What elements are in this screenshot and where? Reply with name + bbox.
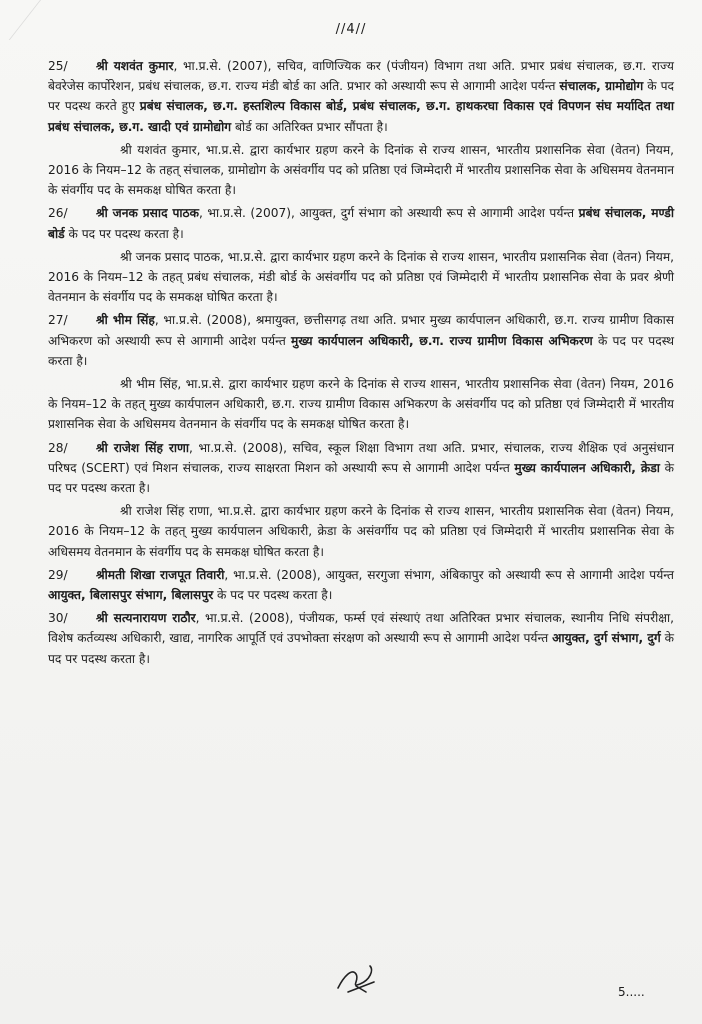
bold-text: प्रबंध संचालक, छ.ग. हस्तशिल्प विकास बोर्ड, प्रबंध संचालक, छ.ग. हाथकरघा विकास एवं विपणन संघ मर्यादित तथा प्रबंध संचालक, छ.ग. खादी एवं ग्रामोद्योग [48,99,674,134]
order-item-explanation [48,247,674,308]
body-text: बोर्ड का अतिरिक्त प्रभार सौंपता है। [231,119,388,134]
body-text: के पद पर पदस्थ करता है। [48,460,674,496]
body-text: श्री जनक प्रसाद पाठक, भा.प्र.से. द्वारा कार्यभार ग्रहण करने के दिनांक से राज्य शासन, भारतीय प्रशासनिक सेवा (वेतन) नियम, 2016 के नियम–12 के तहत् प्रबंध संचालक, मंडी बोर्ड के असंवर्गीय पद को प्रतिष्ठा एवं जिम्मेदारी में भारतीय प्रशासनिक सेवा के प्रवर श्रेणी वेतनमान के संवर्गीय पद के समकक्ष घोषित करता है। [48,249,674,305]
next-page-indicator: 5..... [618,985,645,999]
order-item-30 [48,608,674,669]
document-body [48,56,674,672]
bold-text: मुख्य कार्यपालन अधिकारी, क्रेडा [514,460,660,475]
body-text: , भा.प्र.से. (2007), सचिव, वाणिज्यिक कर (पंजीयन) विभाग तथा अति. प्रभार प्रबंध संचालक, छ.ग. राज्य बेवरेजेस कार्पोरेशन, प्रबंध संचालक, छ.ग. राज्य मंडी बोर्ड का अति. प्रभार को अस्थायी रूप से आगामी आदेश पर्यन्त [48,59,675,94]
item-number: 30/ [48,611,68,626]
body-text: के पद पर पदस्थ करता है। [64,226,184,241]
order-item-explanation [48,374,674,435]
body-text: के पद पर पदस्थ करता है। [48,631,675,666]
bold-text: प्रबंध संचालक, मण्डी बोर्ड [48,206,674,241]
order-item-explanation [48,501,674,562]
bold-text: श्रीमती शिखा राजपूत तिवारी [96,567,225,582]
body-text: के पद पर पदस्थ करता है। [213,588,333,603]
item-number: 29/ [48,567,68,582]
body-text: , भा.प्र.से. (2008), आयुक्त, सरगुजा संभाग, अंबिकापुर को अस्थायी रूप से आगामी आदेश पर्यन्त [224,567,674,582]
bold-text: मुख्य कार्यपालन अधिकारी, छ.ग. राज्य ग्रामीण विकास अभिकरण [291,333,593,348]
body-text: श्री राजेश सिंह राणा, भा.प्र.से. द्वारा कार्यभार ग्रहण करने के दिनांक से राज्य शासन, भारतीय प्रशासनिक सेवा (वेतन) नियम, 2016 के नियम–12 के तहत् मुख्य कार्यपालन अधिकारी, क्रेडा के असंवर्गीय पद को प्रतिष्ठा एवं जिम्मेदारी में भारतीय प्रशासनिक सेवा के अधिसमय वेतनमान के संवर्गीय पद के समकक्ष घोषित करता है। [48,504,674,559]
page-number: //4// [335,22,367,37]
order-item-explanation [48,140,674,201]
bold-text: श्री भीम सिंह [96,313,155,328]
body-text: , भा.प्र.से. (2008), श्रमायुक्त, छत्तीसगढ़ तथा अति. प्रभार मुख्य कार्यपालन अधिकारी, छ.ग. राज्य ग्रामीण विकास अभिकरण को अस्थायी रूप से आगामी आदेश पर्यन्त [48,313,675,348]
bold-text: श्री जनक प्रसाद पाठक [96,206,199,221]
body-text: श्री यशवंत कुमार, भा.प्र.से. द्वारा कार्यभार ग्रहण करने के दिनांक से राज्य शासन, भारतीय प्रशासनिक सेवा (वेतन) नियम, 2016 के नियम–12 के तहत् संचालक, ग्रामोद्योग के असंवर्गीय पद को प्रतिष्ठा एवं जिम्मेदारी में भारतीय प्रशासनिक सेवा के अधिसमय वेतनमान के संवर्गीय पद के समकक्ष घोषित करता है। [48,142,674,198]
bold-text: आयुक्त, बिलासपुर संभाग, बिलासपुर [48,588,214,603]
body-text: , भा.प्र.से. (2008), पंजीयक, फर्म्स एवं संस्थाएं तथा अतिरिक्त प्रभार संचालक, स्थानीय निधि संपरीक्षा, विशेष कर्तव्यस्थ अधिकारी, खाद्य, नागरिक आपूर्ति एवं उपभोक्ता संरक्षण को अस्थायी रूप से आगामी आदेश पर्यन्त [48,611,675,646]
body-text: , भा.प्र.से. (2008), सचिव, स्कूल शिक्षा विभाग तथा अति. प्रभार, संचालक, राज्य शैक्षिक एवं अनुसंधान परिषद (SCERT) एवं मिशन संचालक, राज्य साक्षरता मिशन को अस्थायी रूप से आगामी आदेश पर्यन्त [48,440,674,475]
order-item-29 [48,565,674,605]
signature-mark [330,958,390,998]
bold-text: श्री सत्यनारायण राठौर [96,611,196,626]
bold-text: श्री यशवंत कुमार [96,59,174,73]
order-item-25 [48,56,674,137]
bold-text: आयुक्त, दुर्ग संभाग, दुर्ग [552,631,661,646]
item-number: 27/ [48,313,68,328]
body-text: , भा.प्र.से. (2007), आयुक्त, दुर्ग संभाग को अस्थायी रूप से आगामी आदेश पर्यन्त [198,206,579,221]
item-number: 26/ [48,206,68,221]
item-number: 25/ [48,59,68,73]
order-item-27 [48,310,674,371]
body-text: श्री भीम सिंह, भा.प्र.से. द्वारा कार्यभार ग्रहण करने के दिनांक से राज्य शासन, भारतीय प्रशासनिक सेवा (वेतन) नियम, 2016 के नियम–12 के तहत् मुख्य कार्यपालन अधिकारी, छ.ग. राज्य ग्रामीण विकास अभिकरण के असंवर्गीय पद को प्रतिष्ठा एवं जिम्मेदारी में भारतीय प्रशासनिक सेवा के अधिसमय वेतनमान के संवर्गीय पद के समकक्ष घोषित करता है। [48,377,674,432]
bold-text: श्री राजेश सिंह राणा [96,440,190,455]
body-text: के पद पर पदस्थ करता है। [48,333,674,368]
item-number: 28/ [48,440,68,455]
order-item-28 [48,438,674,499]
body-text: के पद पर पदस्थ करते हुए [48,79,674,114]
order-item-26 [48,203,674,243]
bold-text: संचालक, ग्रामोद्योग [559,79,644,94]
